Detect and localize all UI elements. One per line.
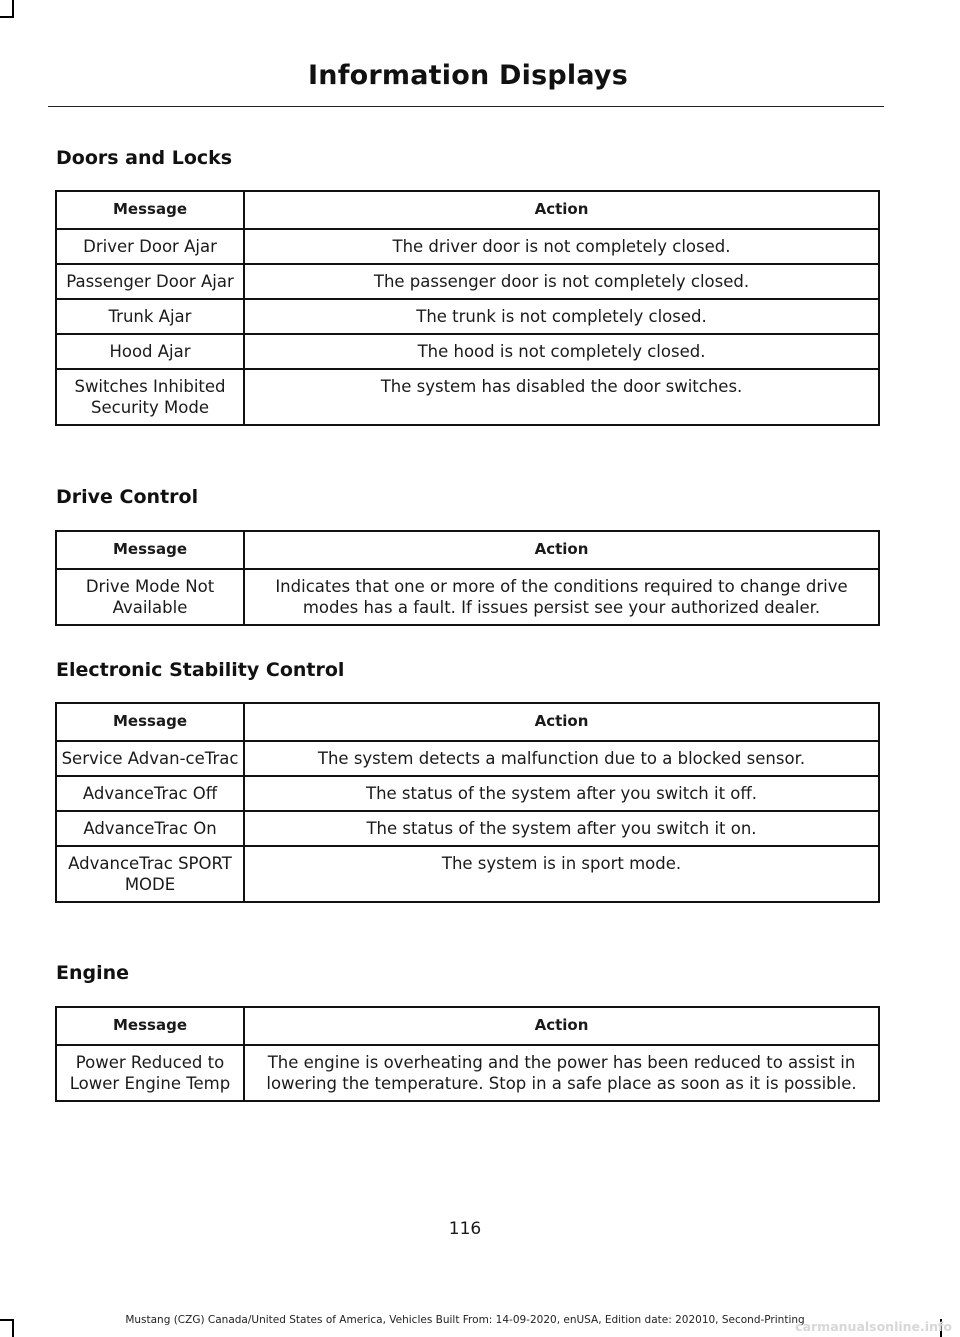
table-row xyxy=(56,776,879,811)
message-cell: AdvanceTrac On xyxy=(56,811,244,846)
action-cell: The status of the system after you switch it off. xyxy=(244,776,879,811)
message-cell: Drive Mode Not Available xyxy=(56,569,244,625)
message-cell: Hood Ajar xyxy=(56,334,244,369)
title-divider xyxy=(48,106,884,107)
table-row xyxy=(56,299,879,334)
section-heading-engine: Engine xyxy=(56,962,130,984)
message-column-header: Message xyxy=(56,531,244,569)
action-column-header: Action xyxy=(244,191,879,229)
message-cell: Trunk Ajar xyxy=(56,299,244,334)
page-number: 116 xyxy=(448,1219,482,1239)
message-cell: Power Reduced to Lower Engine Temp xyxy=(56,1045,244,1101)
section-heading-drive-control: Drive Control xyxy=(56,486,199,508)
watermark: carmanualsonline.info xyxy=(795,1319,952,1334)
table-header-row xyxy=(56,531,879,569)
table-row xyxy=(56,811,879,846)
table-header-row xyxy=(56,703,879,741)
table-row xyxy=(56,741,879,776)
table-row xyxy=(56,369,879,425)
table-header-row xyxy=(56,1007,879,1045)
action-cell: The system is in sport mode. xyxy=(244,846,879,902)
action-cell: The system detects a malfunction due to a blocked sensor. xyxy=(244,741,879,776)
message-cell: AdvanceTrac Off xyxy=(56,776,244,811)
action-column-header: Action xyxy=(244,1007,879,1045)
action-cell: The status of the system after you switch it on. xyxy=(244,811,879,846)
message-cell: Driver Door Ajar xyxy=(56,229,244,264)
action-cell: The trunk is not completely closed. xyxy=(244,299,879,334)
action-cell: The driver door is not completely closed. xyxy=(244,229,879,264)
action-cell: The engine is overheating and the power has been reduced to assist in lowering the temperature. Stop in a safe place as soon as it is possible. xyxy=(244,1045,879,1101)
action-column-header: Action xyxy=(244,703,879,741)
crop-mark-top-left-horizontal xyxy=(0,16,14,18)
action-cell: The hood is not completely closed. xyxy=(244,334,879,369)
table-row xyxy=(56,264,879,299)
table-row xyxy=(56,569,879,625)
page-title: Information Displays xyxy=(308,60,628,91)
table-row xyxy=(56,1045,879,1101)
message-column-header: Message xyxy=(56,1007,244,1045)
action-column-header: Action xyxy=(244,531,879,569)
message-column-header: Message xyxy=(56,703,244,741)
message-cell: Service Advan-ceTrac xyxy=(56,741,244,776)
engine-table xyxy=(55,1006,880,1102)
message-cell: Switches Inhibited Security Mode xyxy=(56,369,244,425)
drive-control-table xyxy=(55,530,880,626)
message-column-header: Message xyxy=(56,191,244,229)
table-row xyxy=(56,846,879,902)
table-row xyxy=(56,229,879,264)
table-row xyxy=(56,334,879,369)
footer-text: Mustang (CZG) Canada/United States of America, Vehicles Built From: 14-09-2020, enUSA, Edition date: 202010, Second-Printing xyxy=(125,1314,805,1326)
action-cell: The system has disabled the door switches. xyxy=(244,369,879,425)
doors-and-locks-table xyxy=(55,190,880,426)
electronic-stability-control-table xyxy=(55,702,880,903)
action-cell: The passenger door is not completely closed. xyxy=(244,264,879,299)
table-header-row xyxy=(56,191,879,229)
section-heading-electronic-stability-control: Electronic Stability Control xyxy=(56,659,345,681)
section-heading-doors-and-locks: Doors and Locks xyxy=(56,147,233,169)
message-cell: Passenger Door Ajar xyxy=(56,264,244,299)
message-cell: AdvanceTrac SPORT MODE xyxy=(56,846,244,902)
action-cell: Indicates that one or more of the conditions required to change drive modes has a fault. If issues persist see your authorized dealer. xyxy=(244,569,879,625)
